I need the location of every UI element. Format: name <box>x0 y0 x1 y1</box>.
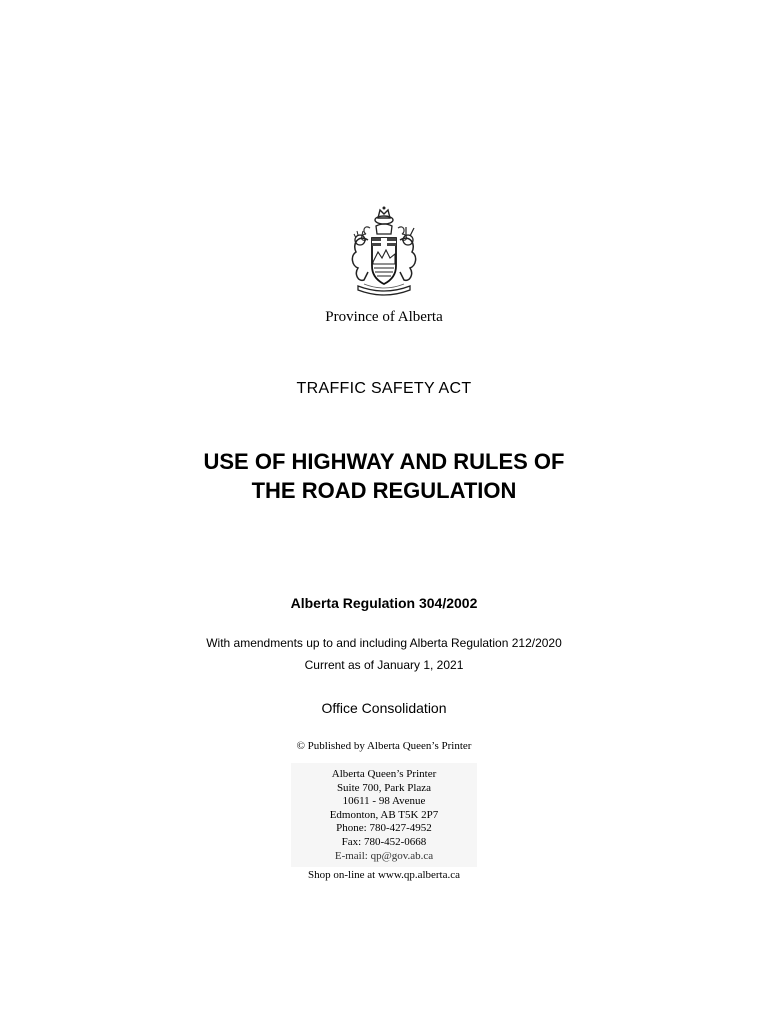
printer-phone: Phone: 780-427-4952 <box>336 822 432 835</box>
printer-name: Alberta Queen’s Printer <box>331 768 437 780</box>
regulation-title-line-1: USE OF HIGHWAY AND RULES OF <box>203 449 565 474</box>
printer-email-link[interactable]: E-mail: qp@gov.ab.ca <box>334 849 434 862</box>
printer-suite: Suite 700, Park Plaza <box>336 781 432 794</box>
coat-of-arms-icon <box>334 204 434 304</box>
current-as-of: Current as of January 1, 2021 <box>304 658 464 672</box>
printer-address <box>0 768 768 863</box>
printer-street: 10611 - 98 Avenue <box>342 795 426 808</box>
regulation-title-line-2: THE ROAD REGULATION <box>251 478 517 503</box>
published-by: © Published by Alberta Queen’s Printer <box>296 740 472 752</box>
office-consolidation: Office Consolidation <box>321 700 447 716</box>
printer-city: Edmonton, AB T5K 2P7 <box>329 808 439 821</box>
printer-fax: Fax: 780-452-0668 <box>341 835 427 848</box>
regulation-title <box>0 447 768 505</box>
shop-online-link[interactable]: Shop on-line at www.qp.alberta.ca <box>307 869 461 881</box>
act-title: TRAFFIC SAFETY ACT <box>296 380 472 397</box>
province-caption: Province of Alberta <box>325 309 443 325</box>
amendments-note: With amendments up to and including Alberta Regulation 212/2020 <box>206 636 562 650</box>
regulation-number: Alberta Regulation 304/2002 <box>290 595 478 611</box>
